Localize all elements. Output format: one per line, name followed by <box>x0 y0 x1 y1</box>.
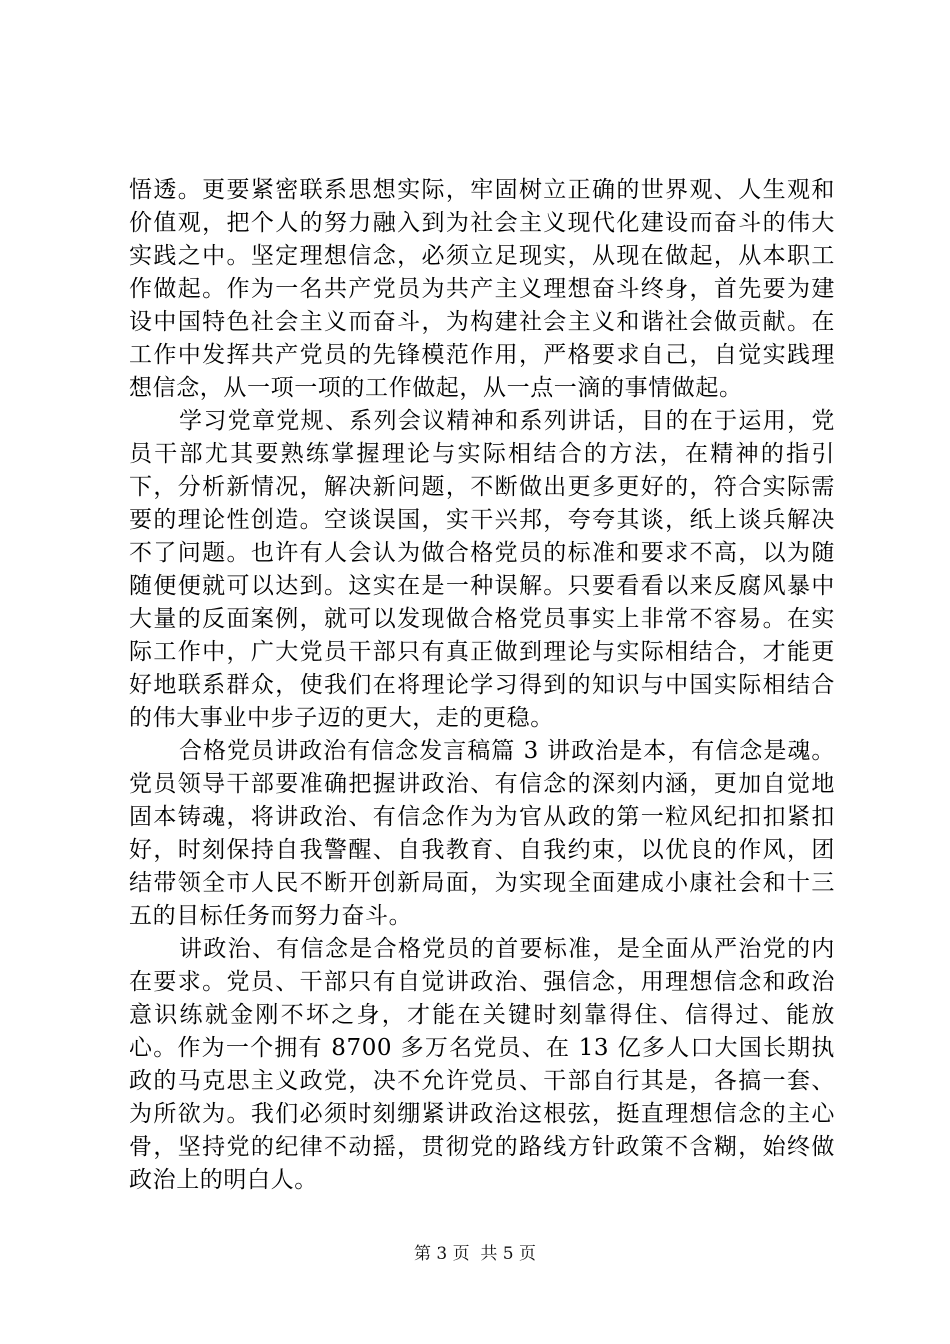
page-number-footer: 第 3 页 共 5 页 <box>413 1244 537 1264</box>
paragraph-continuation: 悟透。更要紧密联系思想实际，牢固树立正确的世界观、人生观和价值观，把个人的努力融入到为社会主义现代化建设而奋斗的伟大实践之中。坚定理想信念，必须立足现实，从现在做起，从本职工作做起。作为一名共产党员为共产主义理想奋斗终身，首先要为建设中国特色社会主义而奋斗，为构建社会主义和谐社会做贡献。在工作中发挥共产党员的先锋模范作用，严格要求自己，自觉实践理想信念，从一项一项的工作做起，从一点一滴的事情做起。 <box>129 177 835 401</box>
paragraph-study-party-rules: 学习党章党规、系列会议精神和系列讲话，目的在于运用，党员干部尤其要熟练掌握理论与实际相结合的方法，在精神的指引下，分析新情况，解决新问题，不断做出更多更好的，符合实际需要的理论性创造。空谈误国，实干兴邦，夸夸其谈，纸上谈兵解决不了问题。也许有人会认为做合格党员的标准和要求不高，以为随随便便就可以达到。这实在是一种误解。只要看看以来反腐风暴中大量的反面案例，就可以发现做合格党员事实上非常不容易。在实际工作中，广大党员干部只有真正做到理论与实际相结合，才能更好地联系群众，使我们在将理论学习得到的知识与中国实际相结合的伟大事业中步子迈的更大，走的更稳。 <box>129 408 835 731</box>
paragraph-primary-standard: 讲政治、有信念是合格党员的首要标准，是全面从严治党的内在要求。党员、干部只有自觉讲政治、强信念，用理想信念和政治意识练就金刚不坏之身，才能在关键时刻靠得住、信得过、能放心。作为一个拥有 8700 多万名党员、在 13 亿多人口大国长期执政的马克思主义政党，决不允许党员、干部自行其是，各搞一套、为所欲为。我们必须时刻绷紧讲政治这根弦，挺直理想信念的主心骨，坚持党的纪律不动摇，贯彻党的路线方针政策不含糊，始终做政治上的明白人。 <box>129 936 835 1193</box>
paragraph-politics-and-belief: 合格党员讲政治有信念发言稿篇 3 讲政治是本，有信念是魂。党员领导干部要准确把握讲政治、有信念的深刻内涵，更加自觉地固本铸魂，将讲政治、有信念作为为官从政的第一粒风纪扣扣紧扣好，时刻保持自我警醒、自我教育、自我约束，以优良的作风，团结带领全市人民不断开创新局面，为实现全面建成小康社会和十三五的目标任务而努力奋斗。 <box>129 738 835 929</box>
document-body <box>129 174 835 1197</box>
